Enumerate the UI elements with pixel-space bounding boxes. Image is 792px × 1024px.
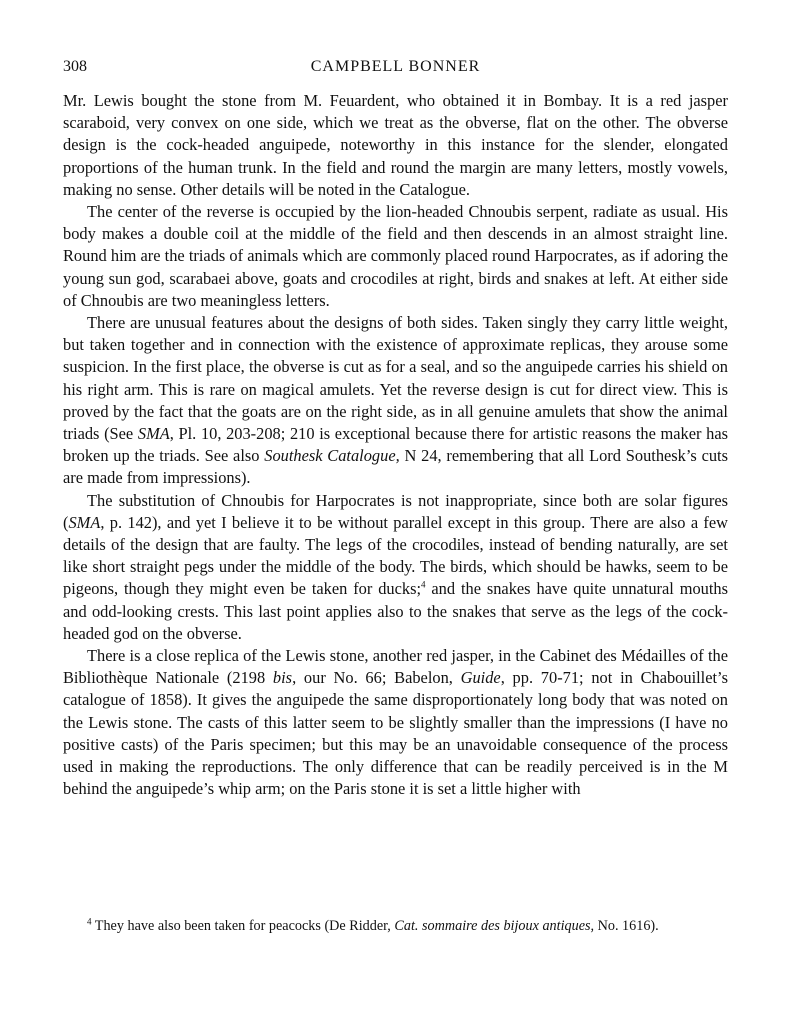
text-run: The substitution of Chnoubis for Harpocrates is not inappropriate, since both are solar figures ( (63, 490, 728, 532)
italic-text: Guide (460, 668, 501, 688)
italic-text: bis (272, 668, 293, 688)
text-run: They have also been taken for peacocks (De Ridder, (91, 918, 395, 934)
paragraph (63, 312, 728, 490)
text-run: and the snakes have quite unnatural mouths and odd-looking crests. This last point applies also to the snakes that serve as the legs of the cock-headed god on the obverse. (63, 579, 728, 643)
paragraph (63, 201, 728, 312)
text-run: , our No. 66; Babelon, (292, 668, 461, 688)
text-run: , p. 142), and yet I believe it to be without parallel except in this group. There are also a few details of the design that are faulty. The legs of the crocodiles, instead of bending naturally, are set like short straight pegs under the middle of the body. The birds, which should be hawks, seem to be pigeons, though they might even be taken for ducks; (63, 512, 728, 599)
paragraph (63, 645, 728, 800)
text-run: , Pl. 10, 203-208; 210 is exceptional because there for artistic reasons the maker has broken up the triads. See also (63, 424, 728, 466)
page-number: 308 (63, 58, 87, 75)
italic-text: SMA (68, 512, 101, 532)
paragraph (63, 90, 728, 201)
text-run: There are unusual features about the designs of both sides. Taken singly they carry little weight, but taken together and in connection with the existence of approximate replicas, they arouse some suspicion. In the first place, the obverse is cut as for a seal, and so the anguipede carries his shield on his right arm. This is rare on magical amulets. Yet the reverse design is cut for direct view. This is proved by the fact that the goats are on the right side, as in all genuine amulets that show the animal triads (See (63, 313, 728, 444)
text-run: No. 1616). (594, 918, 659, 934)
body-text (63, 90, 728, 801)
italic-text: Cat. sommaire des bijoux antiques, (394, 918, 595, 934)
page-header (63, 58, 728, 84)
text-run: Mr. Lewis bought the stone from M. Feuardent, who obtained it in Bombay. It is a red jasper scaraboid, very convex on one side, which we treat as the obverse, flat on the other. The obverse design is the cock-headed anguipede, noteworthy in this instance for the slender, elongated proportions of the human trunk. In the field and round the margin are many letters, mostly vowels, making no sense. Other details will be noted in the Catalogue. (63, 91, 728, 199)
footnote-body (92, 918, 659, 934)
text-run: N 24, remembering that all Lord Southesk’s cuts are made from impressions). (63, 446, 728, 488)
text-run: The center of the reverse is occupied by the lion-headed Chnoubis serpent, radiate as usual. His body makes a double coil at the middle of the field and then descends in an almost straight line. Round him are the triads of animals which are commonly placed round Harpocrates, as if adoring the young sun god, scarabaei above, goats and crocodiles at right, birds and snakes at left. At either side of Chnoubis are two meaningless letters. (63, 202, 728, 310)
footnote (63, 916, 728, 936)
footnote-marker: 4 (87, 916, 92, 927)
footnote-text (63, 916, 728, 936)
italic-text: Southesk Catalogue, (264, 446, 400, 466)
italic-text: SMA (137, 424, 170, 444)
text-run: There is a close replica of the Lewis stone, another red jasper, in the Cabinet des Médailles of the Bibliothèque Nationale (2198 (63, 646, 728, 688)
page (63, 58, 728, 801)
text-run: , pp. 70-71; not in Chabouillet’s catalogue of 1858). It gives the anguipede the same disproportionately long body that was noted on the Lewis stone. The casts of this latter seem to be slightly smaller than the impressions (I have no positive casts) of the Paris specimen; but this may be an unavoidable consequence of the process used in making the reproductions. The only difference that can be readily perceived is in the M behind the anguipede’s whip arm; on the Paris stone it is set a little higher with (63, 668, 728, 799)
running-head: CAMPBELL BONNER (310, 58, 481, 75)
paragraph (63, 490, 728, 645)
footnote-reference: 4 (421, 580, 426, 590)
